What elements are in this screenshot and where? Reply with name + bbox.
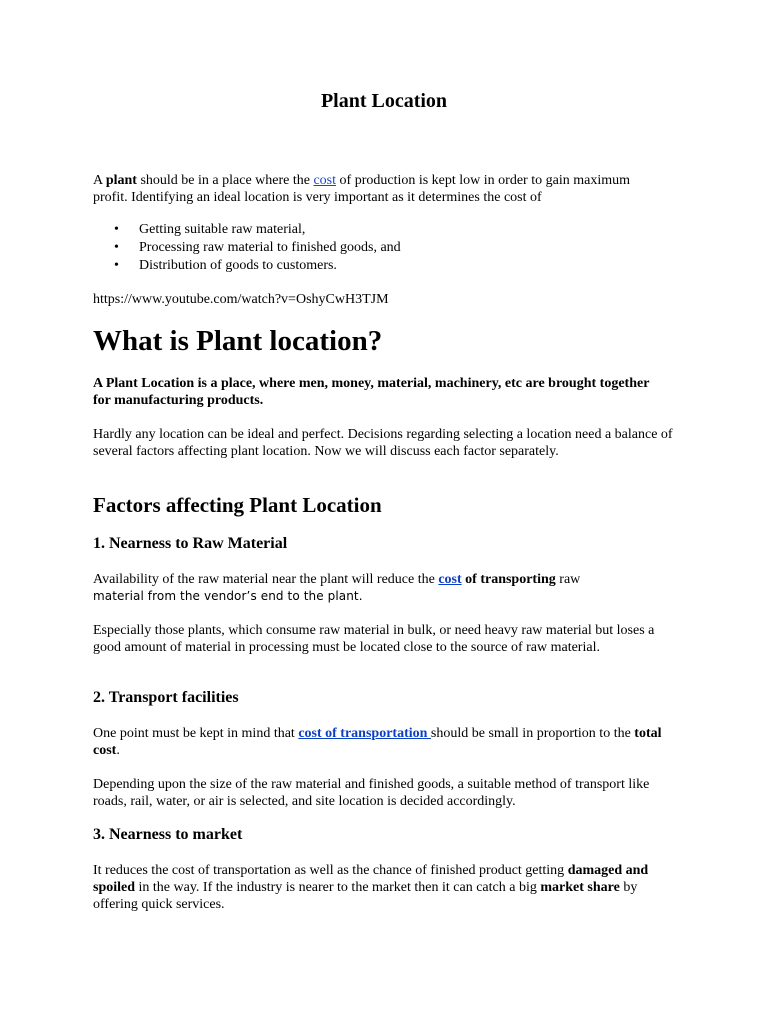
- list-item: • Distribution of goods to customers.: [93, 257, 653, 275]
- cost-link[interactable]: cost: [438, 572, 462, 587]
- heading-factors: Factors affecting Plant Location: [93, 493, 382, 517]
- heading-what-is-plant-location: What is Plant location?: [93, 325, 383, 357]
- transport-paragraph-2: Depending upon the size of the raw material and finished goods, a suitable method of transport like roads, rail, water, or air is selected, and site location is decided accordingly.: [93, 777, 650, 809]
- intro-paragraph: A plant should be in a place where the cost of production is kept low in order to gain maximum profit. Identifying an ideal location is very important as it determines the cost of: [93, 173, 630, 205]
- bullet-list: [93, 221, 653, 275]
- video-url: https://www.youtube.com/watch?v=OshyCwH3TJM: [93, 292, 389, 307]
- raw-material-paragraph-2: Especially those plants, which consume raw material in bulk, or need heavy raw material but loses a good amount of material in processing must be located close to the source of raw material.: [93, 623, 655, 655]
- heading-market: 3. Nearness to market: [93, 826, 243, 843]
- heading-raw-material: 1. Nearness to Raw Material: [93, 535, 288, 552]
- intro-bold-plant: plant: [105, 173, 137, 188]
- heading-transport: 2. Transport facilities: [93, 689, 239, 706]
- cost-of-transportation-link[interactable]: cost of transportation: [298, 726, 431, 741]
- market-paragraph: It reduces the cost of transportation as well as the chance of finished product getting damaged and spoiled in the way. If the industry is nearer to the market then it can catch a big market share by offering quick services.: [93, 863, 649, 912]
- cost-link[interactable]: cost: [313, 173, 337, 188]
- definition-paragraph: A Plant Location is a place, where men, money, material, machinery, etc are brought together for manufacturing products.: [93, 376, 650, 408]
- transport-paragraph-1: One point must be kept in mind that cost of transportation should be small in proportion to the total cost.: [93, 726, 662, 758]
- page-title: Plant Location: [320, 90, 448, 112]
- raw-material-paragraph-1: Availability of the raw material near the plant will reduce the cost of transporting raw material from the vendor’s end to the plant.: [93, 572, 581, 603]
- list-item: • Getting suitable raw material,: [93, 221, 653, 239]
- balance-paragraph: Hardly any location can be ideal and perfect. Decisions regarding selecting a location need a balance of several factors affecting plant location. Now we will discuss each factor separately.: [93, 427, 673, 459]
- list-item: • Processing raw material to finished goods, and: [93, 239, 653, 257]
